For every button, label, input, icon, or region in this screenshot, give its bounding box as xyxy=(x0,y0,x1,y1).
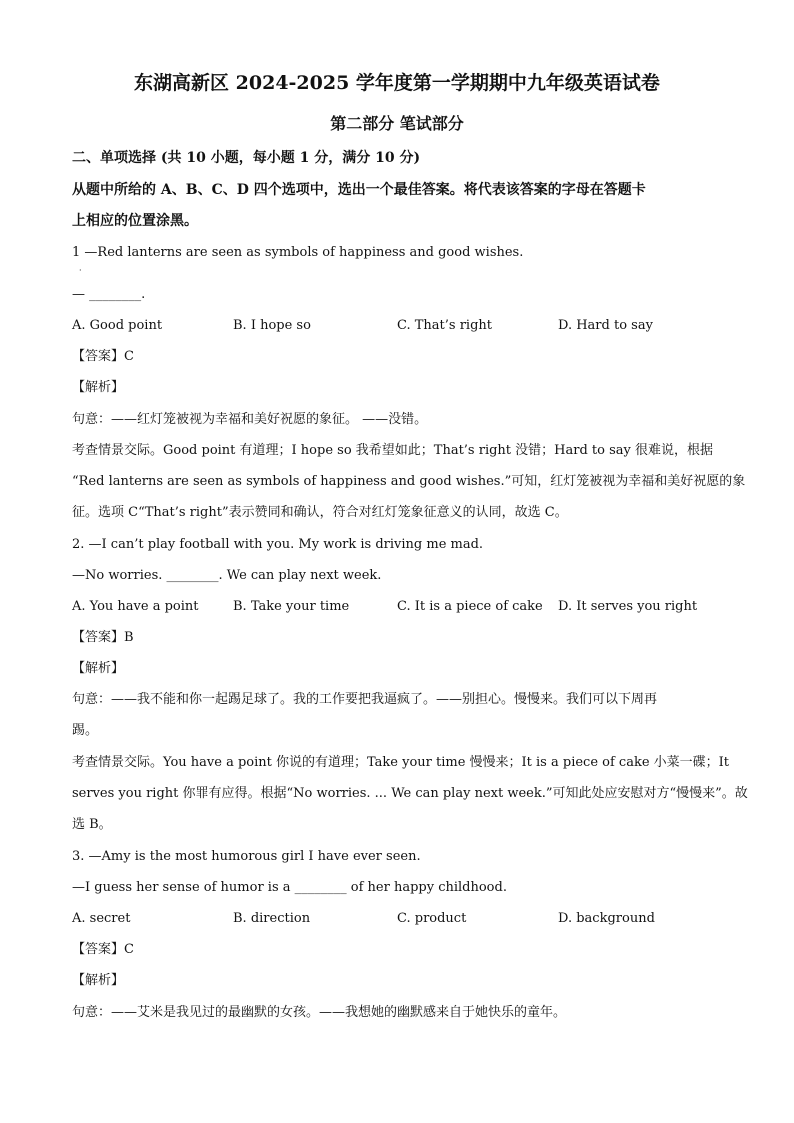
question-3-reply: —I guess her sense of humor is a ________ of her happy childhood. xyxy=(72,880,507,895)
question-3-option-c: C. product xyxy=(397,911,467,926)
question-1-explanation-line-2: 考查情景交际。Good point 有道理；I hope so 我希望如此；That’s right 没错；Hard to say 很难说，根据 xyxy=(72,443,713,458)
question-3-option-a: A. secret xyxy=(72,911,131,926)
question-2-answer: 【答案】B xyxy=(72,630,134,645)
question-3-option-b: B. direction xyxy=(233,911,311,926)
question-1-dot: · xyxy=(79,266,82,275)
question-3-explanation-line-1: 句意：——艾米是我见过的最幽默的女孩。——我想她的幽默感来自于她快乐的童年。 xyxy=(72,1005,567,1020)
question-2-option-b: B. Take your time xyxy=(233,599,350,614)
question-2-analysis-label: 【解析】 xyxy=(72,661,125,676)
question-1-analysis-label: 【解析】 xyxy=(72,380,125,395)
question-1-option-d: D. Hard to say xyxy=(558,318,653,333)
question-2-explanation-line-3: 考查情景交际。You have a point 你说的有道理；Take your time 慢慢来；It is a piece of cake 小菜一碟；It xyxy=(72,755,730,770)
question-2-explanation-line-5: 选 B。 xyxy=(72,817,112,832)
question-2-option-c: C. It is a piece of cake xyxy=(397,599,543,614)
question-2-explanation-line-2: 踢。 xyxy=(72,723,99,738)
question-2-explanation-line-1: 句意：——我不能和你一起踢足球了。我的工作要把我逼疯了。——别担心。慢慢来。我们可以下周再 xyxy=(72,692,658,707)
question-1-explanation-line-4: 征。选项 C“That’s right”表示赞同和确认，符合对红灯笼象征意义的认同，故选 C。 xyxy=(72,505,568,520)
section-instructions-line-2: 上相应的位置涂黑。 xyxy=(72,213,198,229)
question-1-answer: 【答案】C xyxy=(72,349,134,364)
question-3-option-d: D. background xyxy=(558,911,655,926)
question-2-option-d: D. It serves you right xyxy=(558,599,698,614)
question-1-option-b: B. I hope so xyxy=(233,318,311,333)
question-3-analysis-label: 【解析】 xyxy=(72,973,125,988)
question-2-option-a: A. You have a point xyxy=(72,599,199,614)
page-title: 东湖高新区 2024-2025 学年度第一学期期中九年级英语试卷 xyxy=(134,72,660,94)
question-1-explanation-line-3: “Red lanterns are seen as symbols of happiness and good wishes.”可知，红灯笼被视为幸福和美好祝愿的象 xyxy=(72,474,746,489)
question-2-explanation-line-4: serves you right 你罪有应得。根据“No worries. ... We can play next week.”可知此处应安慰对方“慢慢来”。故 xyxy=(72,786,748,801)
question-3-answer: 【答案】C xyxy=(72,942,134,957)
question-1-explanation-line-1: 句意：——红灯笼被视为幸福和美好祝愿的象征。 ——没错。 xyxy=(72,412,428,427)
question-1-reply: — ________. xyxy=(72,287,146,302)
section-instructions-line-1: 从题中所给的 A、B、C、D 四个选项中，选出一个最佳答案。将代表该答案的字母在答题卡 xyxy=(72,182,646,198)
section-heading: 二、单项选择 (共 10 小题，每小题 1 分，满分 10 分) xyxy=(72,150,421,166)
question-1-prompt: 1 —Red lanterns are seen as symbols of happiness and good wishes. xyxy=(72,245,524,260)
page-subtitle: 第二部分 笔试部分 xyxy=(330,114,464,133)
question-2-prompt: 2. —I can’t play football with you. My work is driving me mad. xyxy=(72,537,484,552)
question-3-prompt: 3. —Amy is the most humorous girl I have ever seen. xyxy=(72,849,421,864)
question-1-option-c: C. That’s right xyxy=(397,318,492,333)
question-2-reply: —No worries. ________. We can play next week. xyxy=(72,568,382,583)
question-1-option-a: A. Good point xyxy=(72,318,163,333)
